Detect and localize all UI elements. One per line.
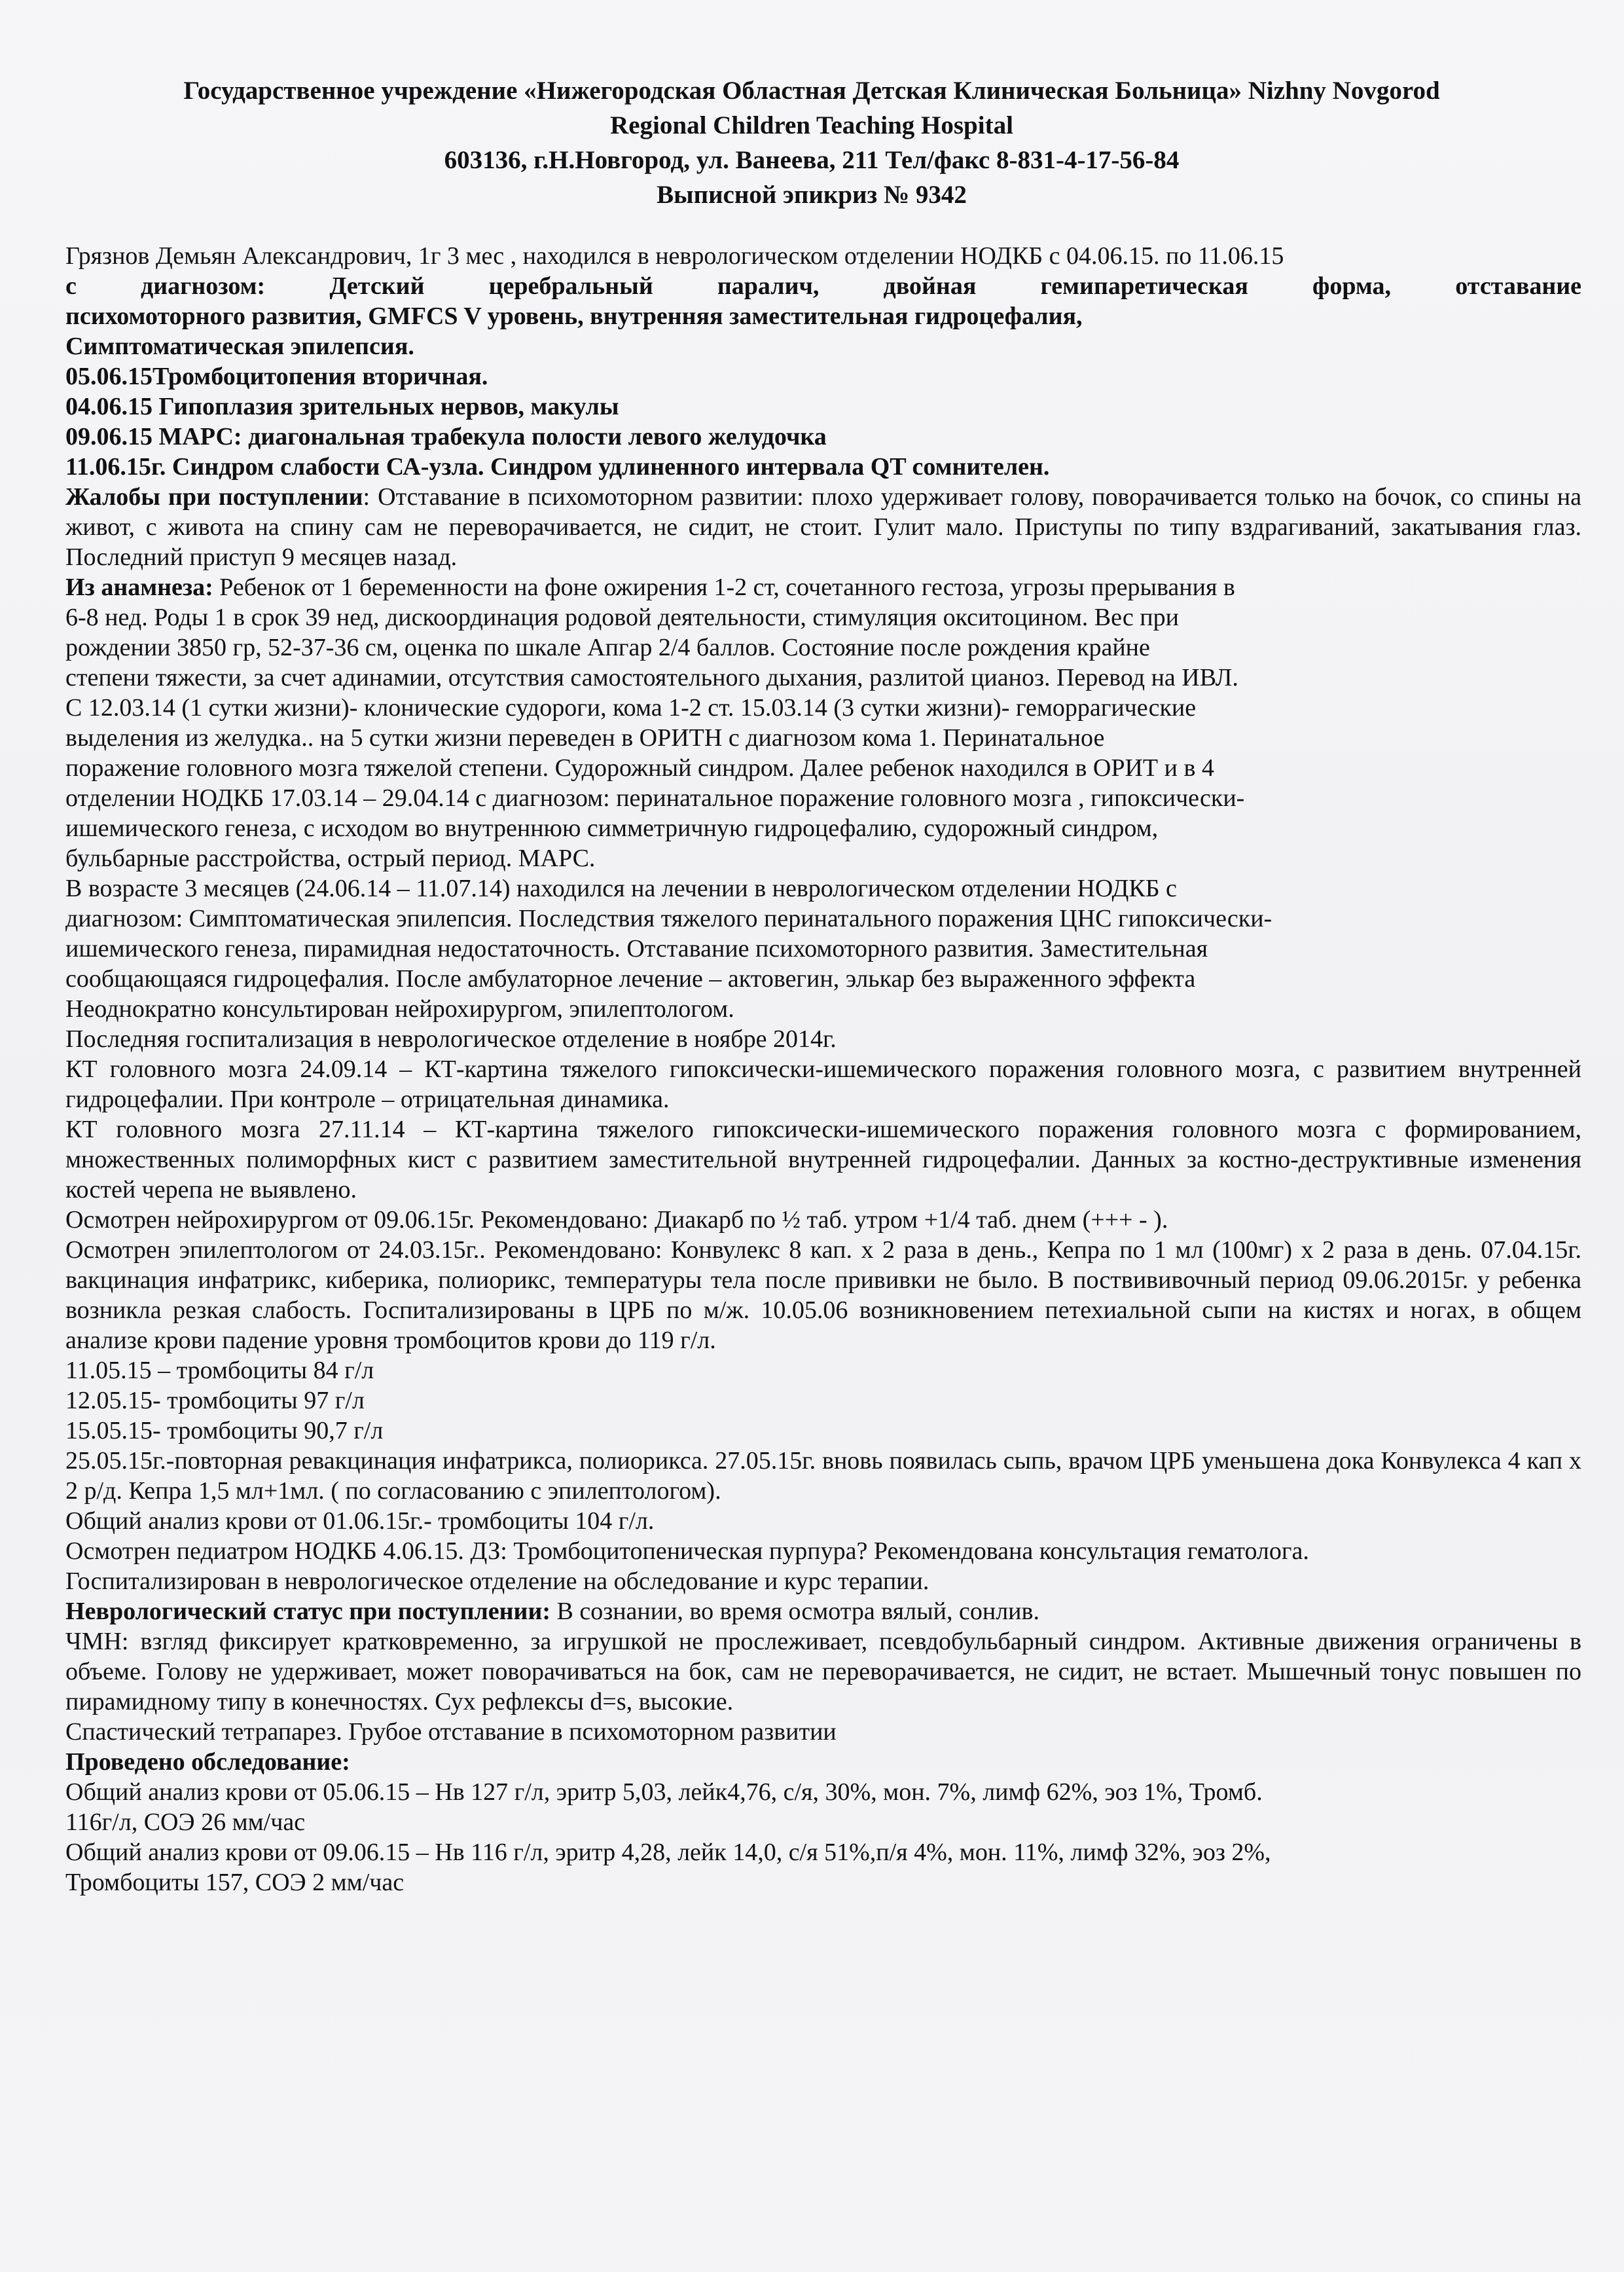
neurosurgeon-consult: Осмотрен нейрохирургом от 09.06.15г. Рекомендовано: Диакарб по ½ таб. утром +1/4 таб. днем (+++ - ). xyxy=(65,1206,1168,1234)
anamnesis-line: степени тяжести, за счет адинамии, отсутствия самостоятельного дыхания, разлитой цианоз. Перевод на ИВЛ. xyxy=(65,664,1238,691)
complaints-section xyxy=(65,482,1581,572)
hospitalization-note: Госпитализирован в неврологическое отделение на обследование и курс терапии. xyxy=(65,1567,929,1595)
diagnosis-item: 09.06.15 МАРС: диагональная трабекула полости левого желудочка xyxy=(65,423,827,450)
history-line: ишемического генеза, пирамидная недостаточность. Отставание психомоторного развития. Заместительная xyxy=(65,935,1208,962)
history-line: В возрасте 3 месяцев (24.06.14 – 11.07.14) находился на лечении в неврологическом отделении НОДКБ с xyxy=(65,875,1177,902)
pediatrician-consult: Осмотрен педиатром НОДКБ 4.06.15. ДЗ: Тромбоцитопеническая пурпура? Рекомендована консультация гематолога. xyxy=(65,1537,1309,1565)
blood-test-0906-line1: Общий анализ крови от 09.06.15 – Нв 116 г/л, эритр 4,28, лейк 14,0, с/я 51%,п/я 4%, мон. 11%, лимф 32%, эоз 2%, xyxy=(65,1839,1271,1866)
complaints-label: Жалобы при поступлении xyxy=(65,483,363,511)
ct-scan-1: КТ головного мозга 24.09.14 – КТ-картина тяжелого гипоксически-ишемического поражения головного мозга, с развитием внутренней гидроцефалии. При контроле – отрицательная динамика. xyxy=(65,1055,1581,1113)
neuro-status xyxy=(65,1596,1581,1626)
history-line: диагнозом: Симптоматическая эпилепсия. Последствия тяжелого перинатального поражения ЦНС гипоксически- xyxy=(65,905,1272,932)
blood-test-0106: Общий анализ крови от 01.06.15г.- тромбоциты 104 г/л. xyxy=(65,1507,655,1535)
blood-test-0506-line2: 116г/л, СОЭ 26 мм/час xyxy=(65,1808,306,1836)
anamnesis-line: рождении 3850 гр, 52-37-36 см, оценка по шкале Апгар 2/4 баллов. Состояние после рождения крайне xyxy=(65,634,1150,661)
institution-name-en: Regional Children Teaching Hospital xyxy=(610,111,1013,139)
neuro-status-text: В сознании, во время осмотра вялый, сонлив. xyxy=(550,1598,1039,1625)
document-body xyxy=(65,241,1581,1897)
diagnosis-line-1: с диагнозом: Детский церебральный паралич, двойная гемипаретическая форма, отставание xyxy=(65,272,1581,300)
diagnosis-item: 04.06.15 Гипоплазия зрительных нервов, макулы xyxy=(65,393,619,420)
history-line: Неоднократно консультирован нейрохирургом, эпилептологом. xyxy=(65,995,734,1023)
patient-intro: Грязнов Демьян Александрович, 1г 3 мес , находился в неврологическом отделении НОДКБ с 04.06.15. по 11.06.15 xyxy=(65,242,1284,270)
diagnosis-item: 05.06.15Тромбоцитопения вторичная. xyxy=(65,363,488,390)
institution-name: Государственное учреждение «Нижегородская Областная Детская Клиническая Больница» Nizhny Novgorod xyxy=(183,77,1440,105)
anamnesis-line xyxy=(65,572,1581,602)
neuro-status-conclusion: Спастический тетрапарез. Грубое отставание в психомоторном развитии xyxy=(65,1718,837,1746)
anamnesis-line: выделения из желудка.. на 5 сутки жизни переведен в ОРИТН с диагнозом кома 1. Перинатальное xyxy=(65,724,1105,752)
diagnosis-item: 11.06.15г. Синдром слабости СА-узла. Синдром удлиненного интервала QT сомнителен. xyxy=(65,453,1050,481)
blood-test-0906-line2: Тромбоциты 157, СОЭ 2 мм/час xyxy=(65,1869,405,1896)
history-line: Последняя госпитализация в неврологическое отделение в ноябре 2014г. xyxy=(65,1025,837,1053)
document-title: Выписной эпикриз № 9342 xyxy=(657,181,967,209)
neuro-status-label: Неврологический статус при поступлении: xyxy=(65,1598,550,1625)
platelet-record: 11.05.15 – тромбоциты 84 г/л xyxy=(65,1357,374,1384)
platelet-record: 15.05.15- тромбоциты 90,7 г/л xyxy=(65,1417,384,1444)
anamnesis-line: бульбарные расстройства, острый период. МАРС. xyxy=(65,845,596,872)
platelet-record: 12.05.15- тромбоциты 97 г/л xyxy=(65,1387,365,1414)
anamnesis-line: ишемического генеза, с исходом во внутреннюю симметричную гидроцефалию, судорожный синдром, xyxy=(65,815,1159,842)
examination-label: Проведено обследование: xyxy=(65,1748,350,1776)
history-line: сообщающаяся гидроцефалия. После амбулаторное лечение – актовегин, элькар без выраженного эффекта xyxy=(65,965,1196,993)
anamnesis-text: Ребенок от 1 беременности на фоне ожирения 1-2 ст, сочетанного гестоза, угрозы прерывания в xyxy=(213,574,1235,601)
blood-test-0506-line1: Общий анализ крови от 05.06.15 – Нв 127 г/л, эритр 5,03, лейк4,76, с/я, 30%, мон. 7%, лимф 62%, эоз 1%, Тромб. xyxy=(65,1778,1263,1806)
anamnesis-line: 6-8 нед. Роды 1 в срок 39 нед, дискоординация родовой деятельности, стимуляция окситоцином. Вес при xyxy=(65,604,1179,631)
revaccination-note: 25.05.15г.-повторная ревакцинация инфатрикса, полиорикса. 27.05.15г. вновь появилась сыпь, врачом ЦРБ уменьшена дока Конвулекса 4 кап х 2 р/д. Кепра 1,5 мл+1мл. ( по согласованию с эпилептологом). xyxy=(65,1447,1581,1505)
cranial-nerves-exam: ЧМН: взгляд фиксирует кратковременно, за игрушкой не прослеживает, псевдобульбарный синдром. Активные движения ограничены в объеме. Голову не удерживает, может поворачиваться на бок, сам не переворачивается, не сидит, не встает. Мышечный тонус повышен по пирамидному типу в конечностях. Сух рефлексы d=s, высокие. xyxy=(65,1628,1581,1715)
diagnosis-line-2: психомоторного развития, GMFCS V уровень, внутренняя заместительная гидроцефалия, xyxy=(65,302,1083,330)
diagnosis-line-3: Симптоматическая эпилепсия. xyxy=(65,333,414,360)
anamnesis-line: поражение головного мозга тяжелой степени. Судорожный синдром. Далее ребенок находился в ОРИТ и в 4 xyxy=(65,754,1214,782)
document-header xyxy=(39,73,1584,212)
epileptologist-consult: Осмотрен эпилептологом от 24.03.15г.. Рекомендовано: Конвулекс 8 кап. х 2 раза в день., Кепра по 1 мл (100мг) х 2 раза в день. 07.04.15г. вакцинация инфатрикс, киберика, полиорикс, температуры тела после прививки не было. В поствививочный период 09.06.2015г. у ребенка возникла резкая слабость. Госпитализированы в ЦРБ по м/ж. 10.05.06 возникновением петехиальной сыпи на кистях и ногах, в общем анализе крови падение уровня тромбоцитов крови до 119 г/л. xyxy=(65,1236,1581,1354)
anamnesis-line: С 12.03.14 (1 сутки жизни)- клонические судороги, кома 1-2 ст. 15.03.14 (3 сутки жизни)- геморрагические xyxy=(65,694,1197,722)
anamnesis-line: отделении НОДКБ 17.03.14 – 29.04.14 с диагнозом: перинатальное поражение головного мозга , гипоксически- xyxy=(65,784,1245,812)
institution-address: 603136, г.Н.Новгород, ул. Ванеева, 211 Тел/факс 8-831-4-17-56-84 xyxy=(444,146,1180,174)
ct-scan-2: КТ головного мозга 27.11.14 – КТ-картина тяжелого гипоксически-ишемического поражения головного мозга с формированием, множественных полиморфных кист с развитием заместительной внутренней гидроцефалии. Данных за костно-деструктивные изменения костей черепа не выявлено. xyxy=(65,1116,1581,1203)
anamnesis-label: Из анамнеза: xyxy=(65,574,213,601)
complaints-text: : Отставание в психомоторном развитии: плохо удерживает голову, поворачивается только на бочок, со спины на живот, с живота на спину сам не переворачивается, не сидит, не стоит. Гулит мало. Приступы по типу вздрагиваний, закатывания глаз. Последний приступ 9 месяцев назад. xyxy=(65,483,1581,571)
